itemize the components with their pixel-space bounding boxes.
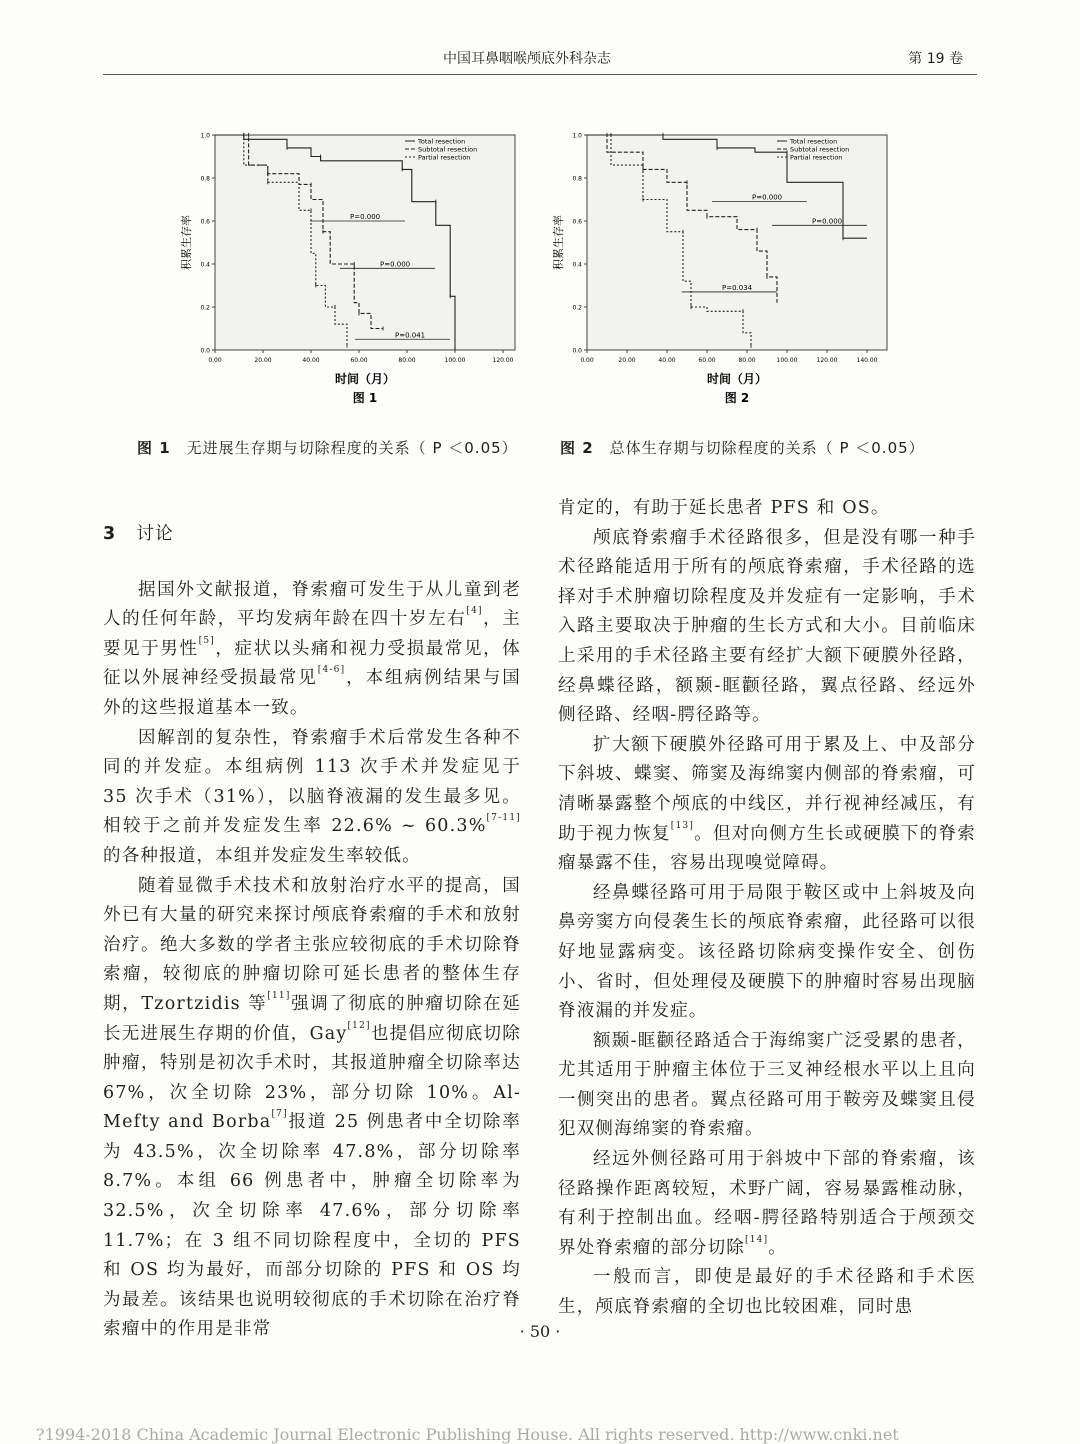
- y-tick-label: 0.0: [200, 347, 210, 355]
- journal-title: 中国耳鼻咽喉颅底外科杂志: [443, 51, 611, 67]
- legend-entry: Total resection: [790, 137, 838, 146]
- p-value-label: P=0.000: [812, 217, 843, 226]
- figure-area: [180, 125, 900, 425]
- y-axis-label: 积累生存率: [552, 215, 565, 270]
- y-tick-label: 1.0: [572, 132, 582, 140]
- legend-entry: Partial resection: [418, 153, 471, 162]
- p-value-label: P=0.041: [395, 331, 426, 340]
- section-heading: [103, 520, 521, 550]
- x-tick-label: 40.00: [302, 357, 320, 364]
- legend-entry: Subtotal resection: [418, 145, 478, 154]
- y-tick-label: 0.0: [572, 347, 582, 355]
- x-axis-label: 时间（月）: [334, 372, 396, 386]
- x-tick-label: 20.00: [618, 357, 636, 364]
- paragraph: 一般而言，即使是最好的手术径路和手术医生，颅底脊索瘤的全切也比较困难，同时患: [558, 1267, 976, 1318]
- paragraph: 扩大额下硬膜外径路可用于累及上、中及部分下斜坡、蝶窦、筛窦及海绵窦内侧部的脊索瘤，可清晰暴露整个颅底的中线区，并行视神经减压，有助于视力恢复[13]。但对向侧方生长或硬膜下的脊索瘤暴露不佳，容易出现嗅觉障碍。: [558, 734, 977, 874]
- x-tick-label: 120.00: [816, 357, 838, 364]
- citation: [12]: [347, 1020, 371, 1031]
- x-tick-label: 40.00: [658, 357, 676, 364]
- paragraph: 随着显微手术技术和放射治疗水平的提高，国外已有大量的研究来探讨颅底脊索瘤的手术和放射治疗。绝大多数的学者主张应较彻底的手术切除脊索瘤，较彻底的肿瘤切除可延长患者的整体生存期，Tzortzidis 等[11]强调了彻底的肿瘤切除在延长无进展生存期的价值，Gay[12]也提倡应彻底切除肿瘤，特别是初次手术时，其报道肿瘤全切除率达 67%，次全切除 23%，部分切除 10%。Al-Mefty and Borba[7]报道 25 例患者中全切除率为 43.5%，次全切除率 47.8%，部分切除率 8.7%。本组 66 例患者中，肿瘤全切除率为 32.5%，次全切除率 47.6%，部分切除率 11.7%；在 3 组不同切除程度中，全切的 PFS 和 OS 均为最好，而部分切除的 PFS 和 OS 均为最差。该结果也说明较彻底的手术切除在治疗脊索瘤中的作用是非常: [103, 875, 521, 1340]
- section-number: 3: [103, 524, 117, 544]
- figure-2-caption-text: 总体生存期与切除程度的关系（ P ＜0.05）: [609, 439, 925, 457]
- citation: [14]: [745, 1234, 769, 1245]
- km-curve-figure-1: [180, 125, 530, 425]
- running-head: [103, 44, 977, 75]
- x-tick-label: 0.00: [208, 357, 222, 364]
- p-value-label: P=0.034: [722, 283, 753, 292]
- citation: [4-6]: [317, 665, 346, 676]
- x-tick-label: 140.00: [856, 357, 878, 364]
- citation: [11]: [267, 990, 291, 1001]
- figure-1-caption-number: 图 1: [137, 439, 171, 457]
- plot-area: [587, 135, 887, 350]
- left-column: [103, 490, 521, 1345]
- plot-area: [215, 135, 515, 350]
- right-column: [558, 494, 976, 1323]
- y-tick-label: 0.6: [200, 218, 210, 226]
- legend-entry: Subtotal resection: [790, 145, 850, 154]
- paragraph: 因解剖的复杂性，脊索瘤手术后常发生各种不同的并发症。本组病例 113 次手术并发症见于 35 次手术（31%），以脑脊液漏的发生最多见。相较于之前并发症发生率 22.6% ~ 60.3%[7-11]的各种报道，本组并发症发生率较低。: [103, 727, 521, 866]
- paragraph: 经远外侧径路可用于斜坡中下部的脊索瘤，该径路操作距离较短，术野广阔，容易暴露椎动脉，有利于控制出血。经咽-腭径路特别适合于颅颈交界处脊索瘤的部分切除[14]。: [558, 1149, 976, 1258]
- p-value-label: P=0.000: [752, 193, 783, 202]
- p-value-label: P=0.000: [350, 213, 381, 221]
- y-tick-label: 0.6: [572, 218, 582, 226]
- y-tick-label: 0.8: [572, 175, 582, 183]
- y-tick-label: 0.2: [200, 304, 210, 312]
- x-tick-label: 100.00: [776, 357, 798, 364]
- y-tick-label: 1.0: [200, 132, 210, 140]
- y-tick-label: 0.4: [200, 261, 210, 269]
- page-number: · 50 ·: [519, 1322, 561, 1341]
- figure-label: 图 1: [352, 391, 378, 405]
- x-tick-label: 20.00: [254, 357, 272, 364]
- y-axis-label: 积累生存率: [180, 215, 193, 270]
- figure-1-caption-text: 无进展生存期与切除程度的关系（ P ＜0.05）: [186, 439, 518, 457]
- paragraph: 额颞-眶颧径路适合于海绵窦广泛受累的患者，尤其适用于肿瘤主体位于三叉神经根水平以上且向一侧突出的患者。翼点径路可用于鞍旁及蝶窦且侵犯双侧海绵窦的脊索瘤。: [558, 1030, 976, 1140]
- y-tick-label: 0.8: [200, 175, 210, 183]
- p-value-label: P=0.000: [380, 260, 411, 269]
- x-axis-label: 时间（月）: [706, 372, 768, 386]
- paragraph: 颅底脊索瘤手术径路很多，但是没有哪一种手术径路能适用于所有的颅底脊索瘤，手术径路的选择对手术肿瘤切除程度及并发症有一定影响，手术入路主要取决于肿瘤的生长方式和大小。目前临床上采用的手术径路主要有经扩大额下硬膜外径路，经鼻蝶径路，额颞-眶颧径路，翼点径路、经远外侧径路、经咽-腭径路等。: [558, 527, 976, 726]
- figure-1-chart: [180, 125, 530, 425]
- x-tick-label: 80.00: [398, 357, 416, 364]
- paragraph: 据国外文献报道，脊索瘤可发生于从儿童到老人的任何年龄，平均发病年龄在四十岁左右[4]，主要见于男性[5]，症状以头痛和视力受损最常见，体征以外展神经受损最常见[4-6]，本组病例结果与国外的这些报道基本一致。: [103, 579, 522, 718]
- volume-number: 第 19 卷: [908, 51, 963, 67]
- x-tick-label: 80.00: [738, 357, 756, 364]
- citation: [5]: [198, 635, 215, 646]
- citation: [7-11]: [486, 813, 521, 824]
- km-curve-figure-2: [552, 125, 902, 425]
- y-tick-label: 0.2: [572, 304, 582, 312]
- x-tick-label: 60.00: [698, 357, 716, 364]
- copyright-notice: ?1994-2018 China Academic Journal Electronic Publishing House. All rights reserved. http://www.cnki.net: [36, 1425, 899, 1444]
- legend-entry: Total resection: [418, 137, 466, 146]
- paragraph: 经鼻蝶径路可用于局限于鞍区或中上斜坡及向鼻旁窦方向侵袭生长的颅底脊索瘤，此径路可以很好地显露病变。该径路切除病变操作安全、创伤小、省时，但处理侵及硬膜下的肿瘤时容易出现脑脊液漏的并发症。: [558, 882, 976, 1022]
- figure-2-chart: [552, 125, 902, 425]
- figure-label: 图 2: [724, 391, 750, 405]
- paragraph: 肯定的，有助于延长患者 PFS 和 OS。: [558, 498, 890, 518]
- section-title: 讨论: [136, 524, 174, 544]
- x-tick-label: 0.00: [580, 357, 594, 364]
- figure-1-caption: [137, 437, 518, 458]
- x-tick-label: 60.00: [350, 357, 368, 364]
- citation: [13]: [670, 820, 695, 831]
- x-tick-label: 120.00: [492, 357, 514, 364]
- figure-2-caption: [560, 437, 925, 458]
- citation: [7]: [271, 1109, 288, 1120]
- legend-entry: Partial resection: [790, 153, 843, 162]
- x-tick-label: 100.00: [444, 357, 466, 364]
- citation: [4]: [466, 606, 483, 617]
- y-tick-label: 0.4: [572, 261, 582, 269]
- figure-2-caption-number: 图 2: [560, 439, 594, 457]
